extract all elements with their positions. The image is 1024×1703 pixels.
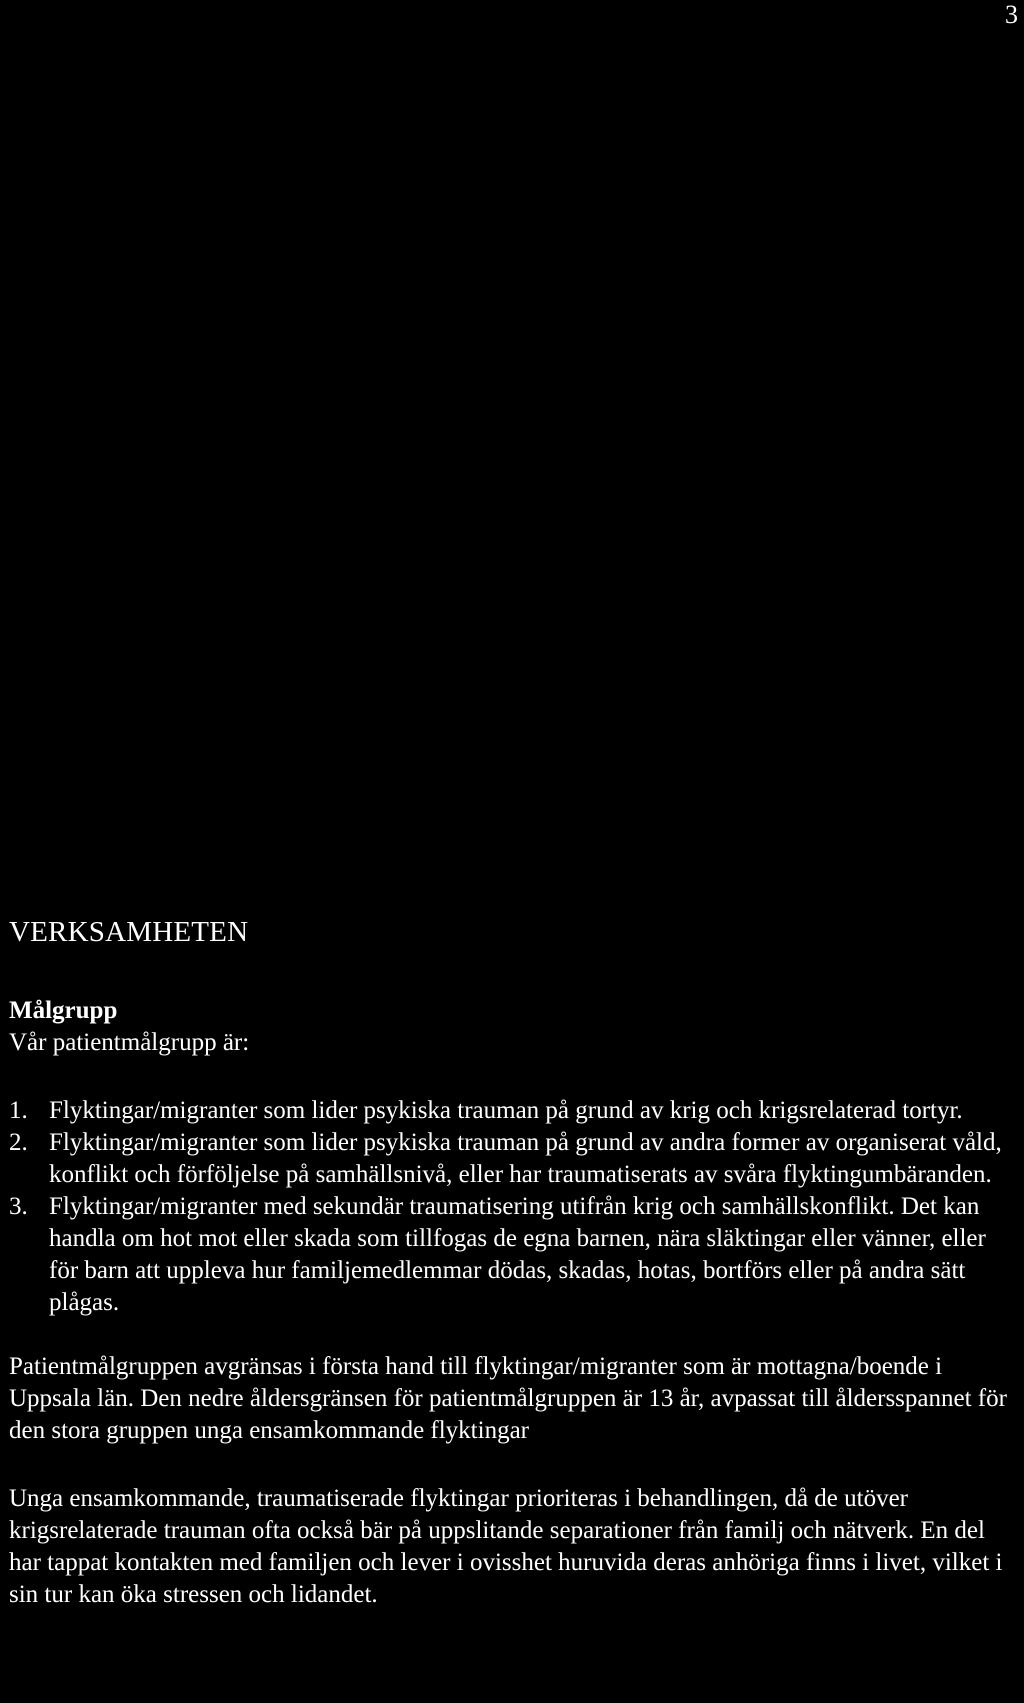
list-item: [9, 1191, 1014, 1319]
list-item: [9, 1127, 1014, 1191]
intro-text: Vår patientmålgrupp är:: [9, 1029, 250, 1056]
list-item-number: 3.: [9, 1193, 28, 1220]
list-item-number: 1.: [9, 1097, 28, 1124]
section-heading: VERKSAMHETEN: [9, 916, 249, 948]
paragraph-priority: Unga ensamkommande, traumatiserade flyktingar prioriteras i behandlingen, då de utöver krigsrelaterade trauman ofta också bär på uppslitande separationer från familj och nätverk. En del har tappat kontakten med familjen och lever i ovisshet huruvida deras anhöriga finns i livet, vilket i sin tur kan öka stressen och lidandet.: [9, 1485, 1003, 1608]
page-number: 3: [1005, 0, 1018, 29]
list-item-text: Flyktingar/migranter med sekundär traumatisering utifrån krig och samhällskonflikt. Det kan handla om hot mot eller skada som tillfogas de egna barnen, nära släktingar eller vänner, eller för barn att uppleva hur familjemedlemmar dödas, skadas, hotas, bortförs eller på andra sätt plågas.: [49, 1193, 986, 1316]
list-item-number: 2.: [9, 1129, 28, 1156]
list-item-text: Flyktingar/migranter som lider psykiska trauman på grund av krig och krigsrelaterad tortyr.: [49, 1097, 963, 1124]
document-body: [9, 995, 1014, 1611]
paragraph-age-limit: Patientmålgruppen avgränsas i första hand till flyktingar/migranter som är mottagna/boende i Uppsala län. Den nedre åldersgränsen för patientmålgruppen är 13 år, avpassat till åldersspannet för den stora gruppen unga ensamkommande flyktingar: [9, 1353, 1007, 1444]
list-item-text: Flyktingar/migranter som lider psykiska trauman på grund av andra former av organiserat våld, konflikt och förföljelse på samhällsnivå, eller har traumatiserats av svåra flyktingumbäranden.: [49, 1129, 1002, 1188]
target-group-list: [9, 1095, 1014, 1319]
list-item: [9, 1095, 1014, 1127]
subheading: Målgrupp: [9, 997, 118, 1024]
